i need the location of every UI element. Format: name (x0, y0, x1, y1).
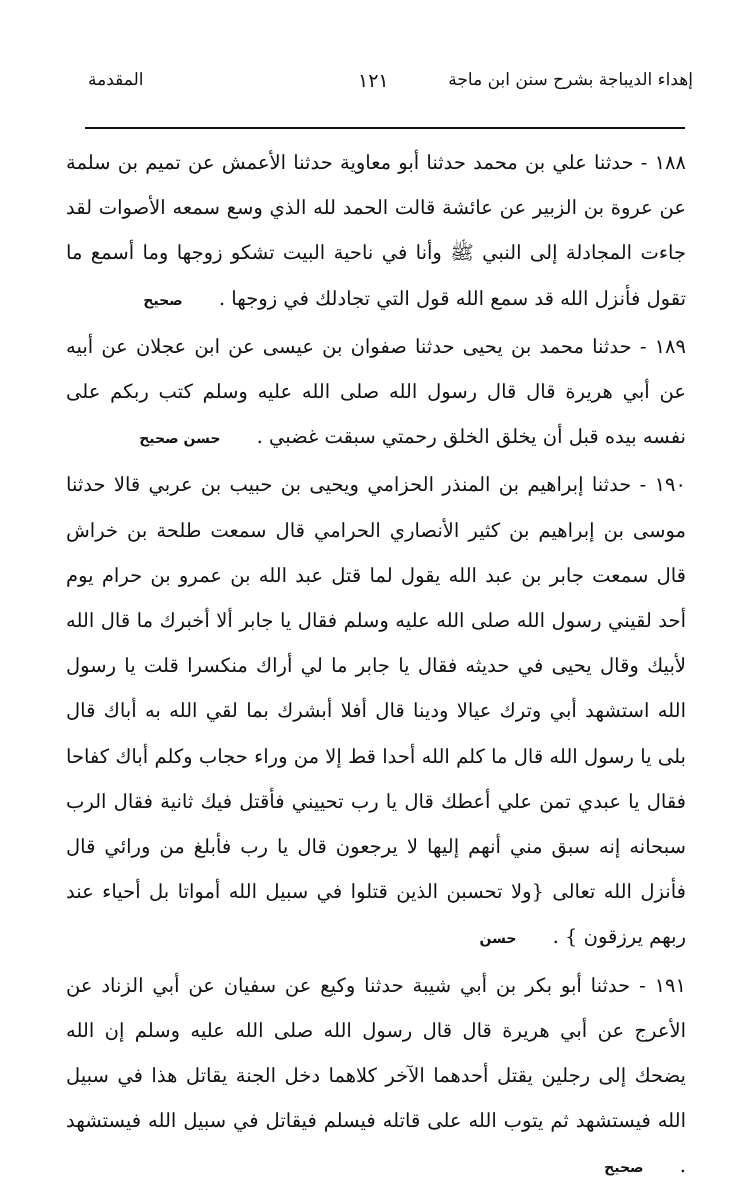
hadith-188: ١٨٨ - حدثنا علي بن محمد حدثنا أبو معاوية حدثنا الأعمش عن تميم بن سلمة عن عروة بن الزبير عن عائشة قالت الحمد لله الذي وسع سمعه الأصوات لقد جاءت المجادلة إلى النبي ﷺ وأنا في ناحية البيت تشكو زوجها وما أسمع ما تقول فأنزل الله قد سمع الله قول التي تجادلك في زوجها . صحيح (66, 140, 686, 324)
page-number: ١٢١ (358, 70, 389, 92)
hadith-190: ١٩٠ - حدثنا إبراهيم بن المنذر الحزامي ويحيى بن حبيب بن عربي قالا حدثنا موسى بن إبراهيم بن كثير الأنصاري الحرامي قال سمعت طلحة بن خراش قال سمعت جابر بن عبد الله يقول لما قتل عبد الله بن عمرو بن حرام يوم أحد لقيني رسول الله صلى الله عليه وسلم فقال يا جابر ألا أخبرك ما قال الله لأبيك وقال يحيى في حديثه فقال يا جابر ما لي أراك منكسرا قلت يا رسول الله استشهد أبي وترك عيالا ودينا قال أفلا أبشرك بما لقي الله به أباك قال بلى يا رسول الله قال ما كلم الله أحدا قط إلا من وراء حجاب وكلم أباك كفاحا فقال يا عبدي تمن علي أعطك قال يا رب تحييني فأقتل فيك ثانية فقال الرب سبحانه إنه سبق مني أنهم إليها لا يرجعون قال يا رب فأبلغ من ورائي قال فأنزل الله تعالى {ولا تحسبن الذين قتلوا في سبيل الله أمواتا بل أحياء عند ربهم يرزقون } . حسن (66, 462, 686, 962)
hadith-grade: حسن (479, 931, 517, 948)
book-title: إهداء الديباجة بشرح سنن ابن ماجة (448, 70, 693, 90)
hadith-grade: صحيح (143, 292, 183, 309)
hadith-number: ١٨٨ (654, 151, 686, 174)
hadith-number: ١٩٠ (654, 473, 686, 497)
page-header (88, 62, 693, 102)
hadith-number: ١٩١ (654, 973, 686, 997)
hadith-grade: صحيح (604, 1160, 644, 1177)
hadith-text: حدثنا أبو بكر بن أبي شيبة حدثنا وكيع عن سفيان عن أبي الزناد عن الأعرج عن أبي هريرة قال قال رسول الله صلى الله عليه وسلم إن الله يضحك إلى رجلين يقتل أحدهما الآخر كلاهما دخل الجنة يقاتل هذا في سبيل الله فيستشهد ثم يتوب الله على قاتله فيسلم فيقاتل في سبيل الله فيستشهد . (66, 973, 686, 1178)
hadith-number: ١٨٩ (654, 334, 686, 358)
hadith-text: حدثنا علي بن محمد حدثنا أبو معاوية حدثنا الأعمش عن تميم بن سلمة عن عروة بن الزبير عن عائشة قالت الحمد لله الذي وسع سمعه الأصوات لقد جاءت المجادلة إلى النبي ﷺ وأنا في ناحية البيت تشكو زوجها وما أسمع ما تقول فأنزل الله قد سمع الله قول التي تجادلك في زوجها . (66, 151, 686, 310)
hadith-text: حدثنا إبراهيم بن المنذر الحزامي ويحيى بن حبيب بن عربي قالا حدثنا موسى بن إبراهيم بن كثير الأنصاري الحرامي قال سمعت طلحة بن خراش قال سمعت جابر بن عبد الله يقول لما قتل عبد الله بن عمرو بن حرام يوم أحد لقيني رسول الله صلى الله عليه وسلم فقال يا جابر ألا أخبرك ما قال الله لأبيك وقال يحيى في حديثه فقال يا جابر ما لي أراك منكسرا قلت يا رسول الله استشهد أبي وترك عيالا ودينا قال أفلا أبشرك بما لقي الله به أباك قال بلى يا رسول الله قال ما كلم الله أحدا قط إلا من وراء حجاب وكلم أباك كفاحا فقال يا عبدي تمن علي أعطك قال يا رب تحييني فأقتل فيك ثانية فقال الرب سبحانه إنه سبق مني أنهم إليها لا يرجعون قال يا رب فأبلغ من ورائي قال فأنزل الله تعالى {ولا تحسبن الذين قتلوا في سبيل الله أمواتا بل أحياء عند ربهم يرزقون } . (66, 473, 686, 949)
hadith-grade: حسن صحيح (139, 431, 221, 448)
header-rule (85, 127, 685, 129)
page-body (66, 140, 686, 1192)
section-title: المقدمة (88, 70, 144, 90)
hadith-189: ١٨٩ - حدثنا محمد بن يحيى حدثنا صفوان بن عيسى عن ابن عجلان عن أبيه عن أبي هريرة قال قال رسول الله صلى الله عليه وسلم كتب ربكم على نفسه بيده قبل أن يخلق الخلق رحمتي سبقت غضبي . حسن صحيح (66, 324, 686, 463)
hadith-text: حدثنا محمد بن يحيى حدثنا صفوان بن عيسى عن ابن عجلان عن أبيه عن أبي هريرة قال قال رسول الله صلى الله عليه وسلم كتب ربكم على نفسه بيده قبل أن يخلق الخلق رحمتي سبقت غضبي . (66, 334, 686, 449)
hadith-191: ١٩١ - حدثنا أبو بكر بن أبي شيبة حدثنا وكيع عن سفيان عن أبي الزناد عن الأعرج عن أبي هريرة قال قال رسول الله صلى الله عليه وسلم إن الله يضحك إلى رجلين يقتل أحدهما الآخر كلاهما دخل الجنة يقاتل هذا في سبيل الله فيستشهد ثم يتوب الله على قاتله فيسلم فيقاتل في سبيل الله فيستشهد . صحيح (66, 963, 686, 1192)
